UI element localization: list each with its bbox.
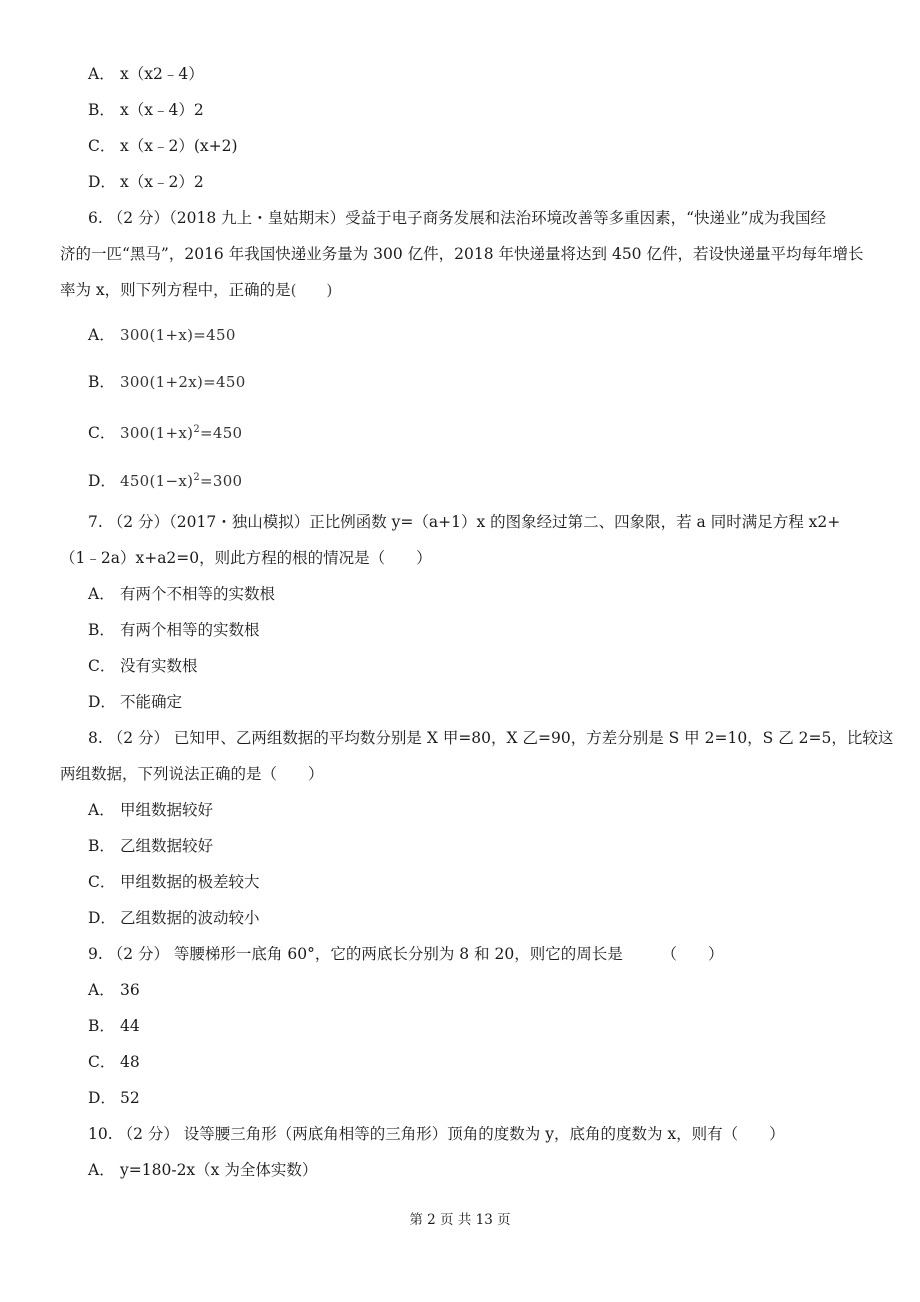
q8-option-c: C． 甲组数据的极差较大 <box>88 873 260 891</box>
q8-stem-line1: 8. （2 分） 已知甲、乙两组数据的平均数分别是 X 甲=80，X 乙=90，方差分别是 S 甲 2=10，S 乙 2=5，比较这 <box>88 729 894 747</box>
equation: 300(1+2x)=450 <box>120 373 246 391</box>
q6-option-d: D． $450(1-x)^2=300$ <box>88 472 243 490</box>
q5-option-d: D． x（x﹣2）2 <box>88 173 204 191</box>
q6-option-a: A． 300(1+x)=450 <box>88 326 236 344</box>
q6-option-c: C． $300(1+x)^2=450$ <box>88 424 243 442</box>
q7-stem-line2: （1﹣2a）x+a2=0，则此方程的根的情况是（ ） <box>60 549 432 567</box>
q7-option-d: D． 不能确定 <box>88 693 183 711</box>
q8-option-d: D． 乙组数据的波动较小 <box>88 909 260 927</box>
equation: $450(1-x)^2=300$ <box>120 472 243 490</box>
q9-option-b: B． 44 <box>88 1017 140 1035</box>
q5-option-b: B． x（x﹣4）2 <box>88 101 204 119</box>
q6-stem-line3: 率为 x，则下列方程中，正确的是( ) <box>60 280 347 300</box>
q8-option-a: A． 甲组数据较好 <box>88 801 214 819</box>
q6-answer-paren: ( ) <box>290 281 333 299</box>
q5-option-a: A． x（x2﹣4） <box>88 65 204 83</box>
q7-stem-line1: 7. （2 分）（2017・独山模拟）正比例函数 y=（a+1）x 的图象经过第二、四象限，若 a 同时满足方程 x2+ <box>88 513 841 531</box>
q9-option-d: D． 52 <box>88 1089 140 1107</box>
q8-option-b: B． 乙组数据较好 <box>88 837 214 855</box>
q10-stem: 10. （2 分） 设等腰三角形（两底角相等的三角形）顶角的度数为 y，底角的度数为 x，则有（ ） <box>88 1125 785 1143</box>
q6-stem-line1: 6. （2 分）（2018 九上・皇姑期末）受益于电子商务发展和法治环境改善等多重因素，“快递业”成为我国经 <box>88 209 826 227</box>
q8-stem-line2: 两组数据，下列说法正确的是（ ） <box>60 765 324 783</box>
q9-stem: 9. （2 分） 等腰梯形一底角 60°，它的两底长分别为 8 和 20，则它的周长是 （ ） <box>88 945 724 963</box>
q10-option-a: A． y=180-2x（x 为全体实数） <box>88 1161 318 1179</box>
q5-option-c: C． x（x﹣2）(x+2) <box>88 137 238 155</box>
equation: $300(1+x)^2=450$ <box>120 424 243 442</box>
q7-option-b: B． 有两个相等的实数根 <box>88 621 260 639</box>
page-footer: 第 2 页 共 13 页 <box>409 1212 511 1228</box>
q9-option-c: C． 48 <box>88 1053 140 1071</box>
q6-stem-line2: 济的一匹“黑马”，2016 年我国快递业务量为 300 亿件，2018 年快递量将达到 450 亿件，若设快递量平均每年增长 <box>60 245 864 263</box>
q6-option-b: B． 300(1+2x)=450 <box>88 373 246 391</box>
q7-option-a: A． 有两个不相等的实数根 <box>88 585 276 603</box>
equation: 300(1+x)=450 <box>120 326 236 344</box>
q7-option-c: C． 没有实数根 <box>88 657 198 675</box>
q9-option-a: A． 36 <box>88 981 140 999</box>
